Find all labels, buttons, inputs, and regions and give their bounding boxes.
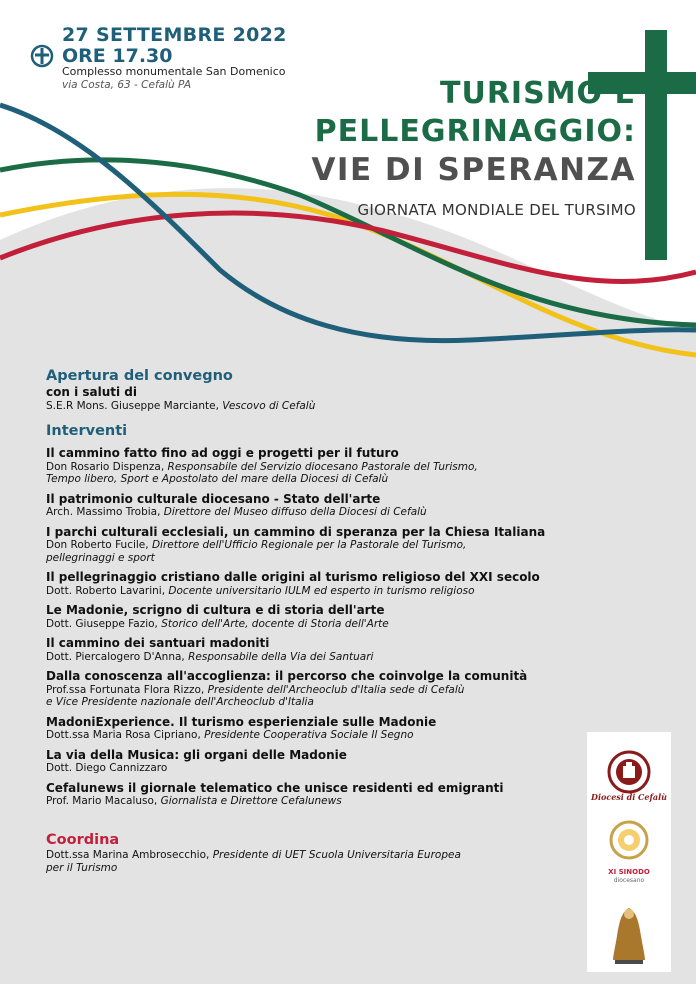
coordination-heading: Coordina — [46, 831, 120, 848]
intervention-speaker — [46, 795, 586, 808]
intervention-speaker — [46, 762, 586, 775]
speaker-role-continued: Tempo libero, Sport e Apostolato del mare della Diocesi di Cefalù — [46, 473, 389, 485]
speaker-name: Dott. Giuseppe Fazio, — [46, 617, 158, 630]
speaker-role: Presidente Cooperativa Sociale Il Segno — [204, 729, 414, 741]
speaker-role: Direttore del Museo diffuso della Diocesi di Cefalù — [163, 506, 427, 518]
event-date: 27 SETTEMBRE 2022 — [62, 24, 287, 46]
interventions-list — [46, 446, 586, 808]
speaker-role: Direttore dell'Ufficio Regionale per la Pastorale del Turismo, — [151, 539, 467, 551]
intervention-item — [46, 669, 586, 709]
intervention-title: Le Madonie, scrigno di cultura e di storia dell'arte — [46, 603, 385, 617]
speaker-name: Arch. Massimo Trobia, — [46, 506, 161, 518]
speaker-role: Storico dell'Arte, docente di Storia dell'Arte — [161, 617, 389, 630]
opening-name: S.E.R Mons. Giuseppe Marciante, — [46, 400, 219, 412]
intervention-item — [46, 570, 586, 597]
intervention-title: Il patrimonio culturale diocesano - Stato dell'arte — [46, 491, 381, 506]
subtitle: GIORNATA MONDIALE DEL TURSIMO — [357, 201, 636, 219]
intervention-item — [46, 715, 586, 742]
speaker-name: Dott. Roberto Lavarini, — [46, 584, 166, 597]
intervention-item — [46, 781, 586, 808]
speaker-role: Responsabile del Servizio diocesano Pastorale del Turismo, — [167, 460, 478, 473]
intervention-speaker — [46, 539, 586, 552]
intervention-item — [46, 492, 586, 519]
opening-speaker — [46, 400, 586, 413]
coordination-role-2: per il Turismo — [46, 861, 118, 874]
event-address: via Costa, 63 - Cefalù PA — [62, 79, 192, 91]
intervention-item — [46, 525, 586, 565]
speaker-name: Don Roberto Fucile, — [46, 539, 149, 551]
coordination-name: Dott.ssa Marina Ambrosecchio, — [46, 848, 210, 861]
coordination-role: Presidente di UET Scuola Universitaria Europea — [212, 848, 461, 861]
speaker-role: Presidente dell'Archeoclub d'Italia sede di Cefalù — [207, 683, 465, 696]
interventions-heading: Interventi — [46, 423, 128, 439]
opening-heading: Apertura del convegno — [46, 368, 233, 384]
program-content — [46, 368, 586, 885]
opening-role: Vescovo di Cefalù — [222, 400, 316, 412]
intervention-speaker — [46, 684, 586, 697]
speaker-name: Prof.ssa Fortunata Flora Rizzo, — [46, 683, 205, 696]
speaker-role-continued: pellegrinaggi e sport — [46, 551, 155, 564]
intervention-item — [46, 603, 586, 630]
intervention-speaker — [46, 506, 586, 519]
title-line-2: PELLEGRINAGGIO: — [314, 114, 636, 149]
intervention-title: Cefalunews il giornale telematico che unisce residenti ed emigranti — [46, 780, 504, 795]
intervention-title: MadoniExperience. Il turismo esperienziale sulle Madonie — [46, 714, 437, 729]
sinodo-sub: diocesano — [613, 877, 645, 884]
intervention-item — [46, 748, 586, 775]
title-line-3: VIE DI SPERANZA — [311, 152, 636, 188]
speaker-name: Prof. Mario Macaluso, — [46, 795, 158, 807]
speaker-role-continued: e Vice Presidente nazionale dell'Archeoclub d'Italia — [46, 696, 314, 708]
intervention-speaker — [46, 651, 586, 664]
speaker-role: Docente universitario IULM ed esperto in turismo religioso — [168, 584, 475, 597]
opening-lead: con i saluti di — [46, 385, 137, 399]
cross-vertical — [645, 30, 667, 260]
diocese-label: Diocesi di Cefalù — [591, 792, 667, 802]
intervention-title: Dalla conoscenza all'accoglienza: il percorso che coinvolge la comunità — [46, 669, 528, 683]
coordination-section — [46, 832, 586, 875]
speaker-role: Responsabile della Via dei Santuari — [188, 650, 374, 663]
compass-logo-icon — [30, 44, 54, 68]
intervention-title: La via della Musica: gli organi delle Madonie — [46, 747, 347, 762]
madonna-icon — [587, 902, 671, 966]
event-time: ORE 17.30 — [62, 45, 173, 67]
event-venue: Complesso monumentale San Domenico — [62, 65, 286, 78]
intervention-title: Il pellegrinaggio cristiano dalle origini al turismo religioso del XXI secolo — [46, 570, 540, 584]
intervention-title: Il cammino dei santuari madoniti — [46, 636, 270, 650]
intervention-item — [46, 446, 586, 486]
intervention-title: Il cammino fatto fino ad oggi e progetti per il futuro — [46, 446, 399, 460]
sidebar-logos — [587, 732, 671, 972]
opening-section — [46, 368, 586, 413]
intervention-speaker — [46, 585, 586, 598]
intervention-speaker — [46, 618, 586, 631]
sinodo-logo-icon — [587, 816, 671, 872]
speaker-name: Dott.ssa Maria Rosa Cipriano, — [46, 729, 201, 741]
intervention-speaker — [46, 461, 586, 474]
speaker-role: Giornalista e Direttore Cefalunews — [160, 795, 342, 807]
speaker-name: Dott. Diego Cannizzaro — [46, 762, 168, 774]
title-line-1: TURISMO E — [440, 76, 636, 111]
coordination-speaker — [46, 849, 586, 862]
intervention-item — [46, 636, 586, 663]
intervention-speaker — [46, 729, 586, 742]
speaker-name: Dott. Piercalogero D'Anna, — [46, 650, 185, 663]
sinodo-label: XI SINODO — [608, 868, 650, 876]
speaker-name: Don Rosario Dispenza, — [46, 460, 165, 473]
intervention-title: I parchi culturali ecclesiali, un cammino di speranza per la Chiesa Italiana — [46, 524, 546, 539]
